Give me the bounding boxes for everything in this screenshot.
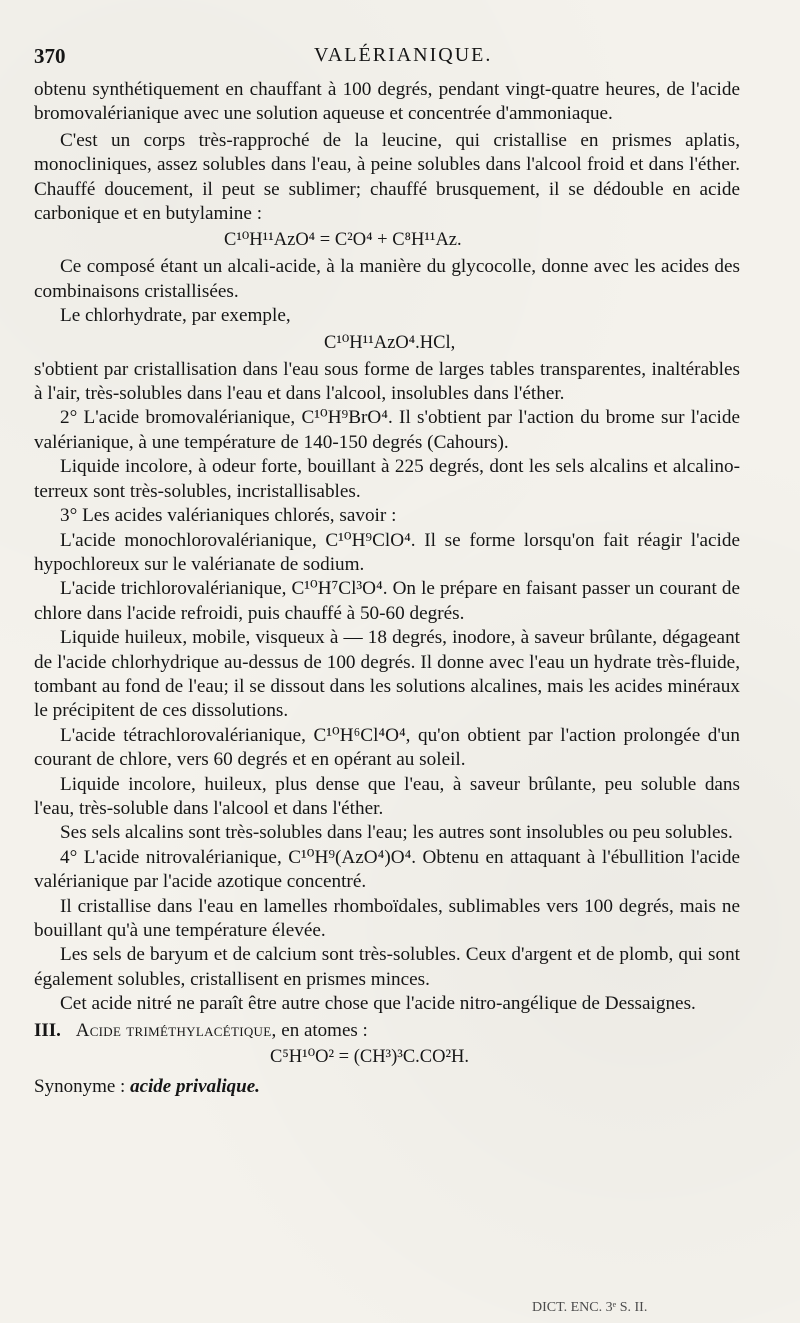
paragraph-tetrachlorovalerianic-properties: Liquide incolore, huileux, plus dense que l'eau, à saveur brûlante, peu soluble dans l'eau, très-soluble dans l'alcool et dans l'éther. xyxy=(34,773,740,819)
formula-decomposition: C¹⁰H¹¹AzO⁴ = C²O⁴ + C⁸H¹¹Az. xyxy=(224,230,462,251)
synonyme-label: Synonyme : xyxy=(34,1075,126,1097)
paragraph-trichlorovalerianic-properties: Liquide huileux, mobile, visqueux à — 18 degrés, inodore, à saveur brûlante, dégageant de l'acide chlorhydrique au-dessus de 100 degrés. Il donne avec l'eau un hydrate très-fluide, tombant au fond de l'eau; il se dissout dans les solutions alcalines, mais les acides minéraux le précipitent de ces dissolutions. xyxy=(34,627,740,722)
paragraph-bromovalerianic-acid: 2° L'acide bromovalérianique, C¹⁰H⁹BrO⁴. Il s'obtient par l'action du brome sur l'acide valérianique, à une température de 140-150 degrés (Cahours). xyxy=(34,407,740,453)
running-title: VALÉRIANIQUE. xyxy=(314,44,493,66)
paragraph-continuation: obtenu synthétiquement en chauffant à 100 degrés, pendant vingt-quatre heures, de l'acide bromovalérianique avec une solution aqueuse et concentrée d'ammoniaque. xyxy=(34,79,740,125)
footer-signature: DICT. ENC. 3ᵉ S. II. xyxy=(532,1300,648,1315)
paragraph-tetrachlorovalerianic-acid: L'acide tétrachlorovalérianique, C¹⁰H⁶Cl⁴O⁴, qu'on obtient par l'action prolongée d'un courant de chlore, vers 60 degrés et en opérant au soleil. xyxy=(34,724,740,771)
paragraph-trichlorovalerianic-acid: L'acide trichlorovalérianique, C¹⁰H⁷Cl³O⁴. On le prépare en faisant passer un courant de chlore dans l'acide refroidi, puis chauffé à 50-60 degrés. xyxy=(34,578,740,624)
running-header xyxy=(34,40,740,70)
formula-trimethylacetic: C⁵H¹⁰O² = (CH³)³C.CO²H. xyxy=(270,1046,470,1067)
paragraph-nitro-angelic-note: Cet acide nitré ne paraît être autre chose que l'acide nitro-angélique de Dessaignes. xyxy=(60,993,696,1015)
paragraph-alkali-acid: Ce composé étant un alcali-acide, à la manière du glycocolle, donne avec les acides des combinaisons cristallisées. xyxy=(34,256,740,302)
section-heading-trimethylacetic xyxy=(34,1019,740,1043)
paragraph-chlorinated-acids-heading: 3° Les acides valérianiques chlorés, savoir : xyxy=(60,505,397,527)
paragraph-chlorhydrate-intro: Le chlorhydrate, par exemple, xyxy=(60,305,291,327)
section-number: III. xyxy=(34,1019,61,1041)
page-number: 370 xyxy=(34,44,66,68)
paragraph-barium-calcium-salts: Les sels de baryum et de calcium sont très-solubles. Ceux d'argent et de plomb, qui sont également solubles, cristallisent en prismes minces. xyxy=(34,944,740,990)
section-title: Acide triméthylacétique, xyxy=(75,1019,277,1041)
paragraph-chlorhydrate-properties: s'obtient par cristallisation dans l'eau sous forme de larges tables transparentes, inaltérables à l'air, très-solubles dans l'eau et dans l'alcool, insolubles dans l'éther. xyxy=(34,358,740,405)
paragraph-monochlorovalerianic-acid: L'acide monochlorovalérianique, C¹⁰H⁹ClO⁴. Il se forme lorsqu'on fait réagir l'acide hypochloreux sur le valérianate de sodium. xyxy=(34,529,740,575)
formula-chlorhydrate: C¹⁰H¹¹AzO⁴.HCl, xyxy=(324,332,456,353)
section-suffix: en atomes : xyxy=(281,1019,368,1041)
synonyme-value: acide privalique. xyxy=(130,1075,260,1097)
body-text xyxy=(34,78,740,1099)
paragraph-bromovalerianic-properties: Liquide incolore, à odeur forte, bouillant à 225 degrés, dont les sels alcalins et alcalino-terreux sont très-solubles, incristallisables. xyxy=(34,456,740,502)
paragraph-nitrovalerianic-crystals: Il cristallise dans l'eau en lamelles rhomboïdales, sublimables vers 100 degrés, mais ne bouillant qu'à une température élevée. xyxy=(34,895,740,941)
paragraph-leucine-comparison: C'est un corps très-rapproché de la leucine, qui cristallise en prismes aplatis, monocliniques, assez solubles dans l'eau, à peine solubles dans l'alcool froid et dans l'éther. Chauffé doucement, il peut se sublimer; chauffé brusquement, il se dédouble en acide carbonique et en butylamine : xyxy=(34,129,740,225)
paragraph-nitrovalerianic-acid: 4° L'acide nitrovalérianique, C¹⁰H⁹(AzO⁴)O⁴. Obtenu en attaquant à l'ébullition l'acide valérianique par l'acide azotique concentré. xyxy=(34,846,740,893)
synonyme-line xyxy=(34,1074,740,1099)
paragraph-salts-solubility: Ses sels alcalins sont très-solubles dans l'eau; les autres sont insolubles ou peu solubles. xyxy=(60,822,733,844)
